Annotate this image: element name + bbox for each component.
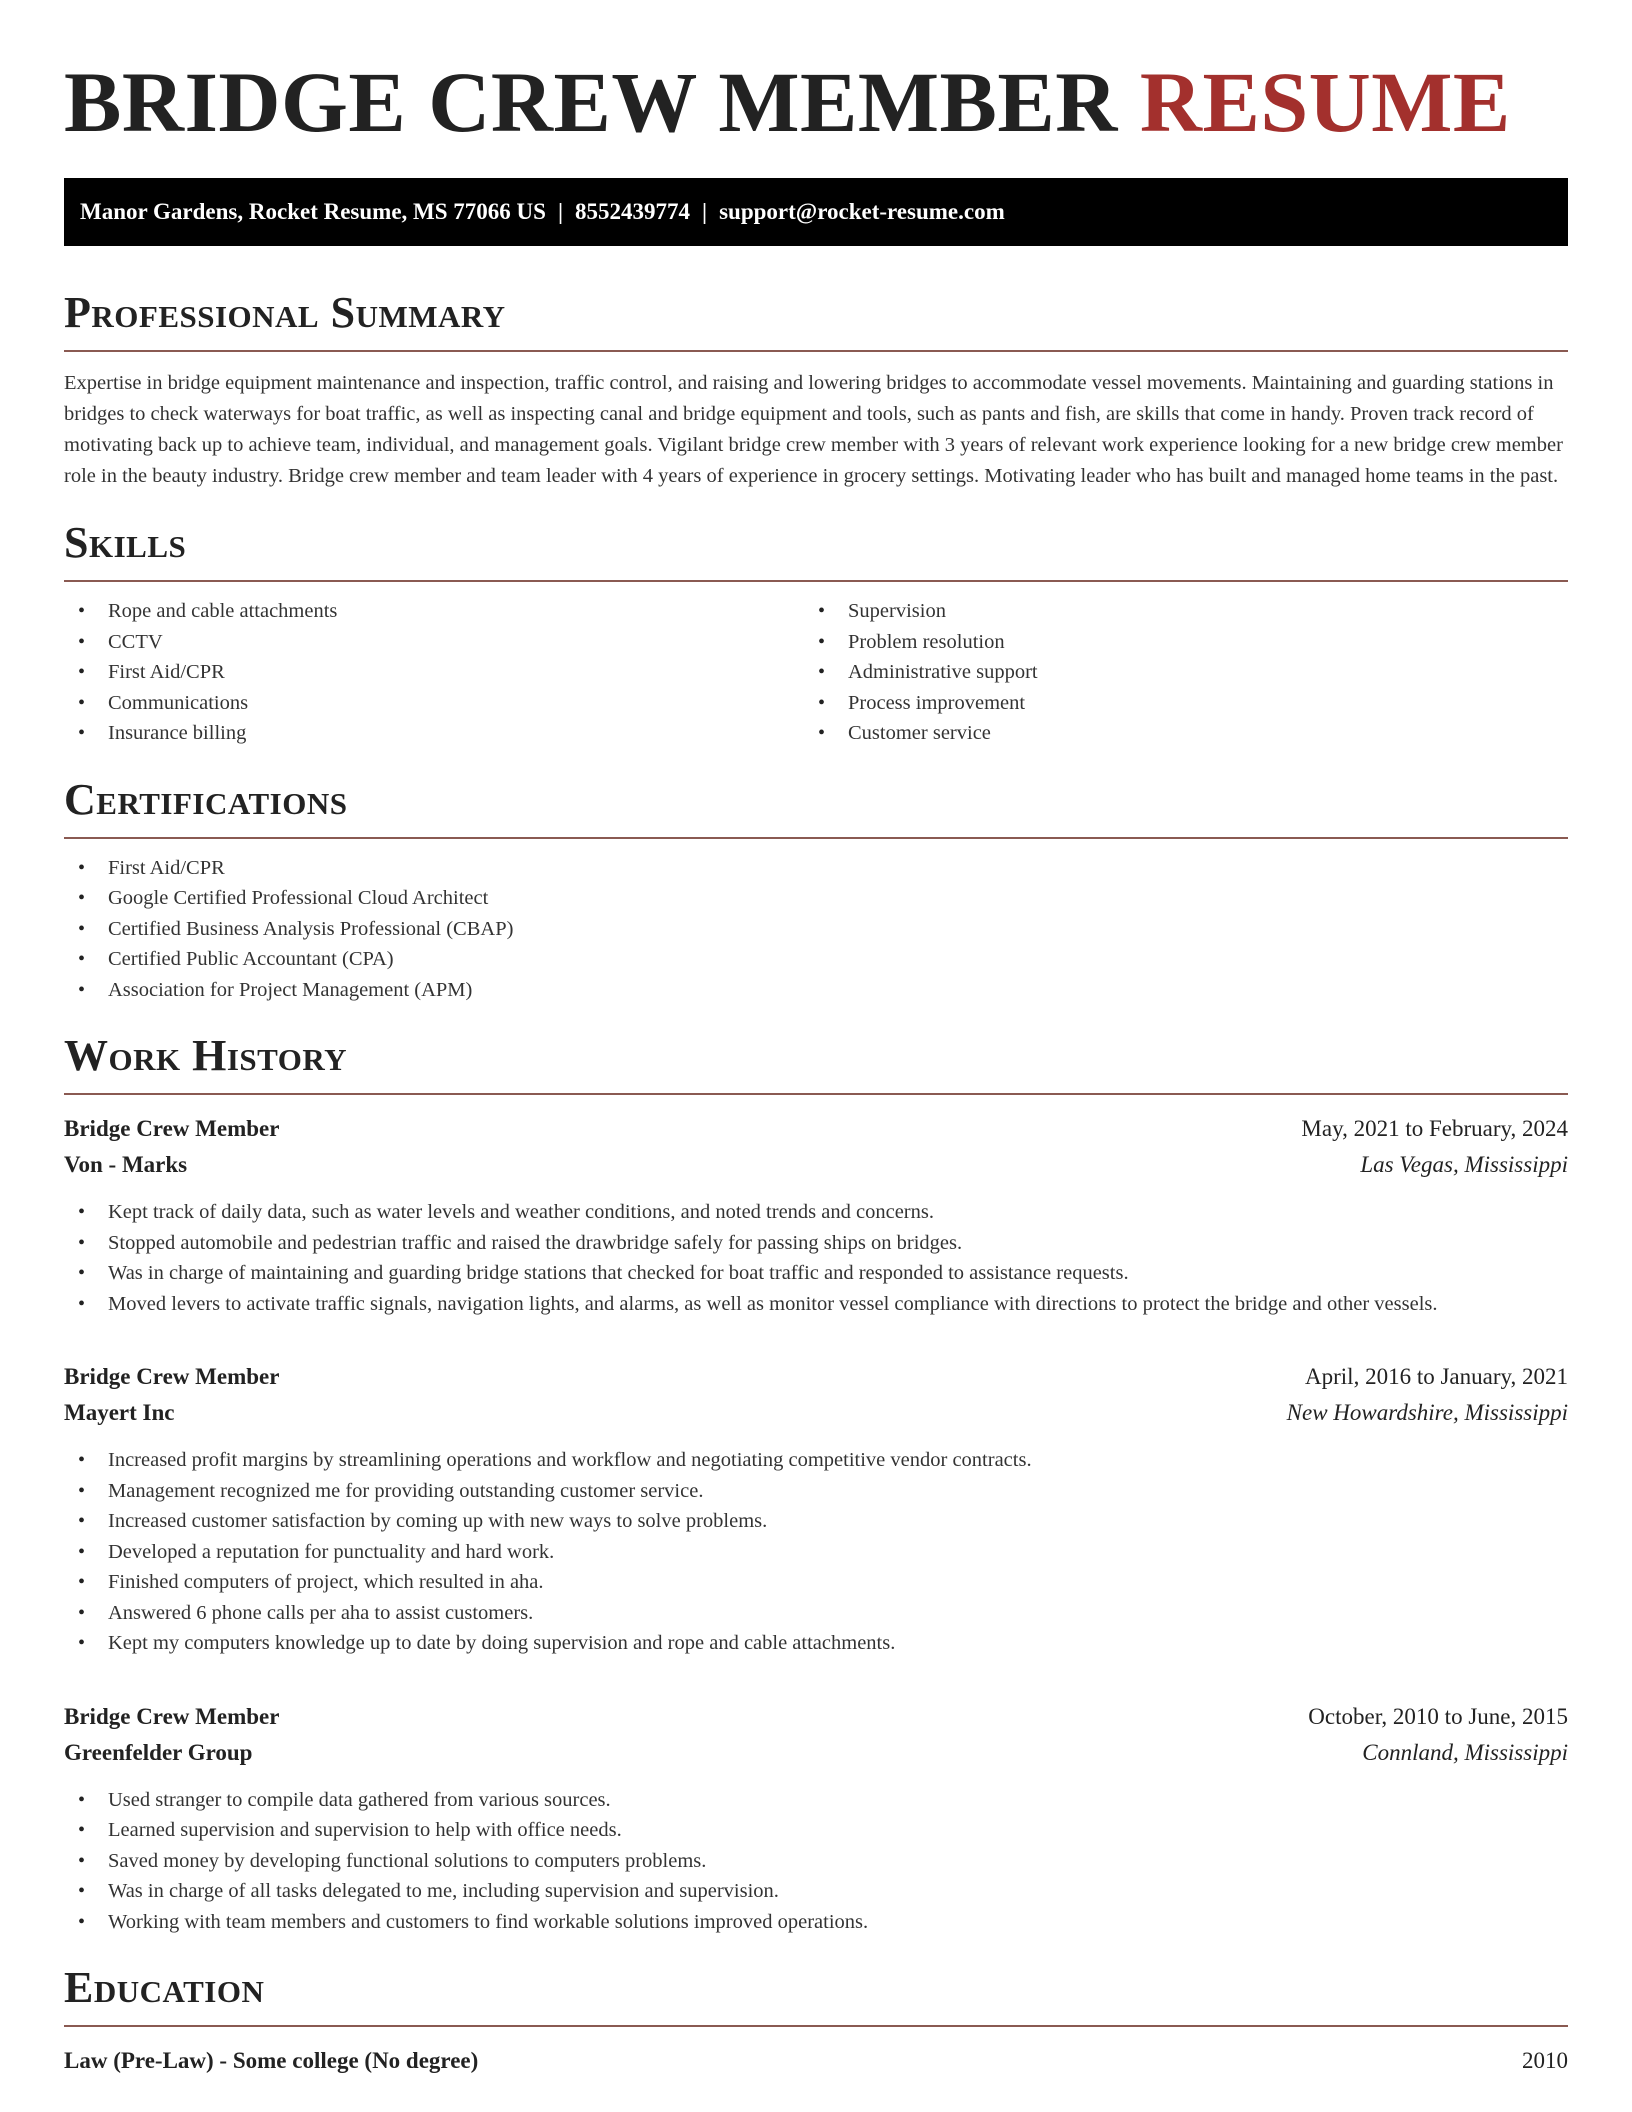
job-bullet: • Moved levers to activate traffic signals, navigation lights, and alarms, as well as monitor vessel compliance with directions to protect the bridge and other vessels. — [64, 1289, 1568, 1320]
resume-title — [64, 56, 1568, 148]
section-divider — [64, 350, 1568, 352]
contact-phone: 8552439774 — [575, 199, 691, 224]
job-bullet: • Kept my computers knowledge up to date by doing supervision and rope and cable attachments. — [64, 1628, 1568, 1659]
certification-item: • First Aid/CPR — [64, 853, 1568, 884]
job-bullet: • Increased profit margins by streamlining operations and workflow and negotiating competitive vendor contracts. — [64, 1445, 1568, 1476]
job-title: Bridge Crew Member — [64, 1116, 280, 1141]
job-bullet: • Answered 6 phone calls per aha to assist customers. — [64, 1598, 1568, 1629]
skill-item: • CCTV — [64, 627, 804, 658]
skill-item: • Process improvement — [804, 688, 1544, 719]
education-row — [64, 2043, 1568, 2079]
job-bullet: • Developed a reputation for punctuality and hard work. — [64, 1537, 1568, 1568]
section-heading: Work History — [64, 1031, 348, 1080]
job-location: Connland, Mississippi — [1362, 1739, 1568, 1765]
job-location: New Howardshire, Mississippi — [1286, 1400, 1568, 1425]
job-company-row — [64, 1395, 1568, 1431]
certification-item: • Certified Business Analysis Professional (CBAP) — [64, 914, 1568, 945]
section-heading: Skills — [64, 518, 187, 567]
job-bullet: • Used stranger to compile data gathered from various sources. — [64, 1785, 1568, 1816]
job-company: Mayert Inc — [64, 1400, 175, 1425]
job-bullet: • Working with team members and customers to find workable solutions improved operations. — [64, 1907, 1568, 1938]
skill-item: • Problem resolution — [804, 627, 1544, 658]
job-entry — [64, 1111, 1568, 1319]
job-title: Bridge Crew Member — [64, 1703, 280, 1729]
job-bullets — [64, 1445, 1568, 1659]
job-location: Las Vegas, Mississippi — [1360, 1152, 1568, 1177]
job-entry — [64, 1699, 1568, 1938]
job-bullet: • Saved money by developing functional solutions to computers problems. — [64, 1846, 1568, 1877]
section-certifications — [64, 775, 1568, 1006]
skills-list-left — [64, 596, 804, 749]
job-bullet: • Management recognized me for providing outstanding customer service. — [64, 1476, 1568, 1507]
section-heading: Education — [64, 1963, 265, 2012]
job-dates: May, 2021 to February, 2024 — [1301, 1116, 1568, 1141]
certification-item: • Association for Project Management (APM) — [64, 975, 1568, 1006]
job-bullet: • Finished computers of project, which resulted in aha. — [64, 1567, 1568, 1598]
title-main: BRIDGE CREW MEMBER — [64, 54, 1118, 150]
job-bullet: • Learned supervision and supervision to help with office needs. — [64, 1815, 1568, 1846]
job-company-row — [64, 1147, 1568, 1183]
job-bullet: • Increased customer satisfaction by coming up with new ways to solve problems. — [64, 1506, 1568, 1537]
section-summary — [64, 288, 1568, 492]
skill-item: • Rope and cable attachments — [64, 596, 804, 627]
job-company-row — [64, 1735, 1568, 1771]
job-header-row — [64, 1699, 1568, 1735]
job-dates: October, 2010 to June, 2015 — [1308, 1703, 1568, 1729]
contact-separator: | — [557, 199, 564, 224]
section-work-history — [64, 1031, 1568, 1937]
job-bullet: • Kept track of daily data, such as water levels and weather conditions, and noted trends and concerns. — [64, 1197, 1568, 1228]
certification-item: • Google Certified Professional Cloud Architect — [64, 883, 1568, 914]
skill-item: • First Aid/CPR — [64, 657, 804, 688]
skill-item: • Communications — [64, 688, 804, 719]
contact-bar — [64, 178, 1568, 246]
section-divider — [64, 2025, 1568, 2027]
skills-grid — [64, 582, 1568, 749]
job-bullet: • Was in charge of maintaining and guarding bridge stations that checked for boat traffic and responded to assistance requests. — [64, 1258, 1568, 1289]
contact-separator: | — [702, 199, 708, 224]
section-education — [64, 1963, 1568, 2079]
contact-address: Manor Gardens, Rocket Resume, MS 77066 US — [80, 199, 546, 224]
skills-list-right — [804, 596, 1544, 749]
title-accent: RESUME — [1139, 54, 1511, 150]
job-header-row — [64, 1359, 1568, 1395]
skill-item: • Administrative support — [804, 657, 1544, 688]
contact-email: support@rocket-resume.com — [719, 199, 1005, 224]
section-divider — [64, 1093, 1568, 1095]
education-degree: Law (Pre-Law) - Some college (No degree) — [64, 2048, 479, 2073]
section-skills — [64, 518, 1568, 749]
job-bullets — [64, 1785, 1568, 1938]
job-company: Greenfelder Group — [64, 1739, 253, 1765]
skill-item: • Customer service — [804, 718, 1544, 749]
job-bullets — [64, 1197, 1568, 1319]
certification-item: • Certified Public Accountant (CPA) — [64, 944, 1568, 975]
certifications-list — [64, 853, 1568, 1006]
resume-page — [64, 0, 1568, 2079]
skill-item: • Insurance billing — [64, 718, 804, 749]
section-divider — [64, 837, 1568, 839]
job-dates: April, 2016 to January, 2021 — [1305, 1364, 1568, 1389]
job-bullet: • Was in charge of all tasks delegated to me, including supervision and supervision. — [64, 1876, 1568, 1907]
summary-text: Expertise in bridge equipment maintenance and inspection, traffic control, and raising and lowering bridges to accommodate vessel movements. Maintaining and guarding stations in bridges to check waterways for boat traffic, as well as inspecting canal and bridge equipment and tools, such as pants and fish, are skills that come in handy. Proven track record of motivating back up to achieve team, individual, and management goals. Vigilant bridge crew member with 3 years of relevant work experience looking for a new bridge crew member role in the beauty industry. Bridge crew member and team leader with 4 years of experience in grocery settings. Motivating leader who has built and managed home teams in the past. — [64, 372, 1563, 487]
section-heading: Certifications — [64, 774, 348, 824]
skill-item: • Supervision — [804, 596, 1544, 627]
job-title: Bridge Crew Member — [64, 1364, 280, 1389]
section-heading: Professional Summary — [64, 288, 506, 337]
education-year: 2010 — [1522, 2048, 1568, 2073]
job-header-row — [64, 1111, 1568, 1147]
job-entry — [64, 1359, 1568, 1659]
job-bullet: • Stopped automobile and pedestrian traffic and raised the drawbridge safely for passing ships on bridges. — [64, 1228, 1568, 1259]
job-company: Von - Marks — [64, 1152, 188, 1177]
